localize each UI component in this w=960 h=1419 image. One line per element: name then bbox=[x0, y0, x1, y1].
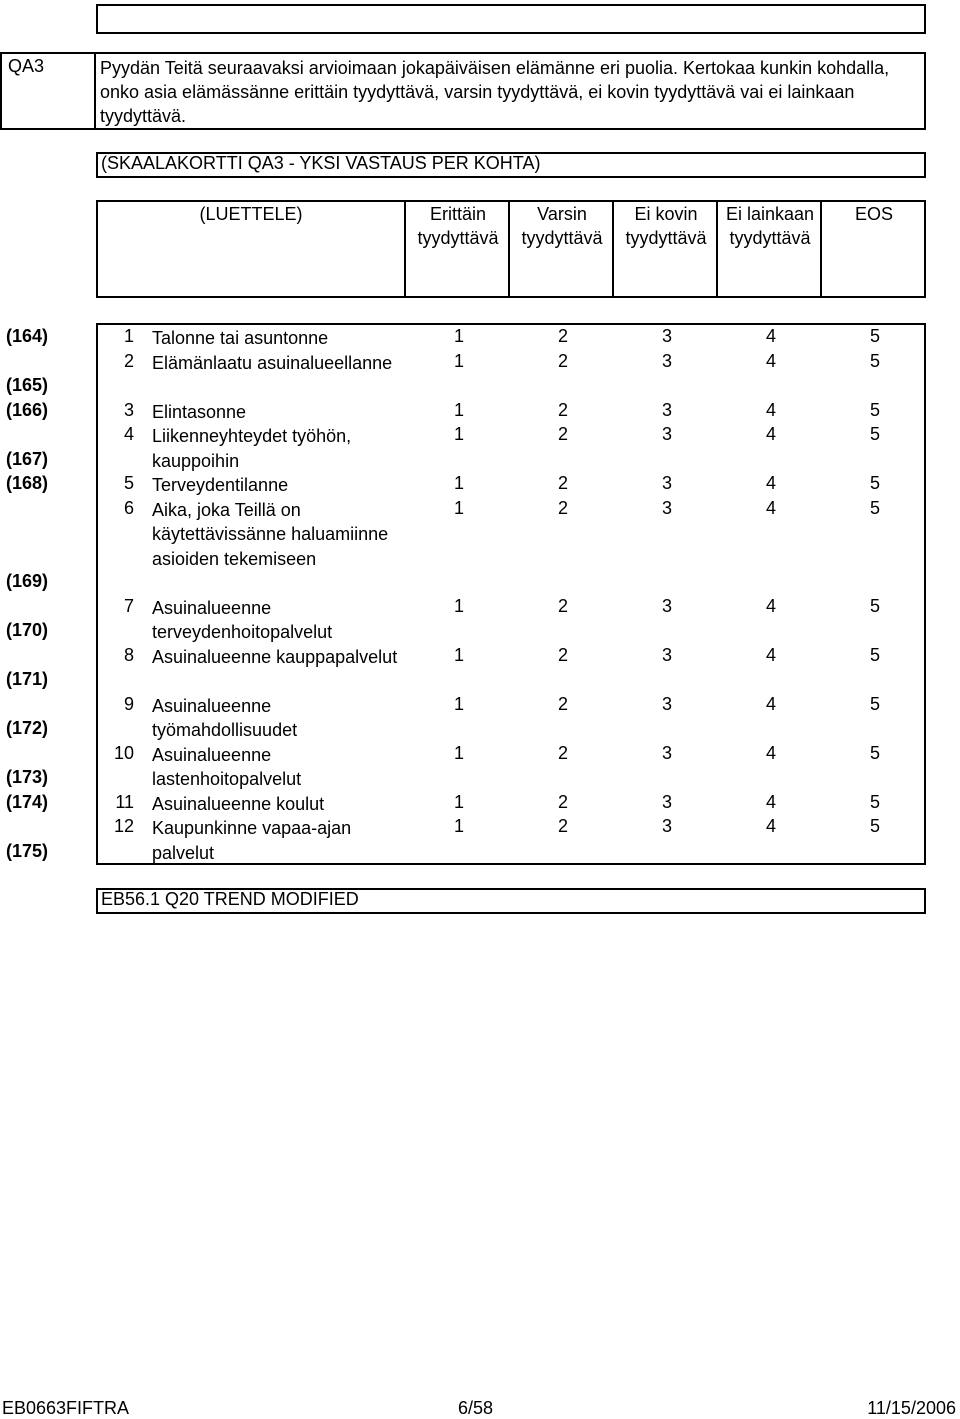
answer-option-5[interactable]: 5 bbox=[869, 326, 880, 346]
row-code: (170) bbox=[6, 620, 49, 640]
row-item-label: Kaupunkinne vapaa-ajan palvelut bbox=[152, 818, 352, 863]
row-item-label: Asuinalueenne lastenhoitopalvelut bbox=[152, 744, 302, 789]
row-code: (171) bbox=[6, 669, 49, 689]
top-empty-box bbox=[96, 4, 926, 34]
row-code: (169) bbox=[6, 571, 49, 591]
footer-date: 11/15/2006 bbox=[867, 1398, 956, 1418]
answer-option-3[interactable]: 3 bbox=[661, 595, 672, 616]
answer-option-4[interactable]: 4 bbox=[765, 595, 776, 616]
answer-option-1[interactable]: 1 bbox=[453, 326, 464, 346]
answer-option-2[interactable]: 2 bbox=[557, 742, 568, 763]
row-code: (164) bbox=[6, 326, 49, 346]
answer-option-2[interactable]: 2 bbox=[557, 497, 568, 518]
header-col5: EOS bbox=[854, 204, 893, 224]
row-code: (168) bbox=[6, 473, 49, 493]
row-code: (166) bbox=[6, 399, 49, 420]
answer-option-4[interactable]: 4 bbox=[765, 693, 776, 714]
answer-option-2[interactable]: 2 bbox=[557, 644, 568, 665]
row-number: 8 bbox=[123, 644, 134, 665]
answer-option-5[interactable]: 5 bbox=[869, 497, 880, 518]
answer-option-4[interactable]: 4 bbox=[765, 497, 776, 518]
answer-option-2[interactable]: 2 bbox=[557, 399, 568, 420]
answer-option-4[interactable]: 4 bbox=[765, 424, 776, 444]
answer-option-4[interactable]: 4 bbox=[765, 816, 776, 836]
answer-option-3[interactable]: 3 bbox=[661, 644, 672, 665]
header-list: (LUETTELE) bbox=[199, 204, 303, 224]
answer-option-5[interactable]: 5 bbox=[869, 595, 880, 616]
header-col3: Ei kovin tyydyttävä bbox=[625, 204, 707, 248]
table-top-border bbox=[96, 323, 926, 325]
answer-option-4[interactable]: 4 bbox=[765, 399, 776, 420]
trend-note: EB56.1 Q20 TREND MODIFIED bbox=[101, 889, 359, 909]
row-number: 9 bbox=[123, 693, 134, 714]
answer-option-1[interactable]: 1 bbox=[453, 816, 464, 836]
row-item-label: Terveydentilanne bbox=[152, 475, 289, 495]
question-text: Pyydän Teitä seuraavaksi arvioimaan jokapäiväisen elämänne eri puolia. Kertokaa kunkin kohdalla, onko asia elämässänne erittäin tyydyttävä, varsin tyydyttävä, ei kovin tyydyttävä vai ei lainkaan tyydyttävä. bbox=[100, 58, 890, 126]
answer-option-1[interactable]: 1 bbox=[453, 595, 464, 616]
header-col4: Ei lainkaan tyydyttävä bbox=[725, 204, 815, 248]
row-code: (165) bbox=[6, 375, 49, 395]
row-item-label: Aika, joka Teillä on käytettävissänne haluamiinne asioiden tekemiseen bbox=[152, 499, 389, 569]
row-item-label: Talonne tai asuntonne bbox=[152, 328, 329, 348]
answer-option-1[interactable]: 1 bbox=[453, 791, 464, 812]
answer-option-5[interactable]: 5 bbox=[869, 816, 880, 836]
row-code: (172) bbox=[6, 718, 49, 738]
answer-option-2[interactable]: 2 bbox=[557, 693, 568, 714]
answer-option-5[interactable]: 5 bbox=[869, 791, 880, 812]
row-item-label: Asuinalueenne kauppapalvelut bbox=[152, 646, 398, 667]
answer-option-1[interactable]: 1 bbox=[453, 399, 464, 420]
row-number: 2 bbox=[123, 350, 134, 371]
answer-option-3[interactable]: 3 bbox=[661, 473, 672, 493]
answer-option-3[interactable]: 3 bbox=[661, 693, 672, 714]
row-code: (173) bbox=[6, 767, 49, 787]
answer-option-3[interactable]: 3 bbox=[661, 742, 672, 763]
answer-option-4[interactable]: 4 bbox=[765, 644, 776, 665]
answer-option-1[interactable]: 1 bbox=[453, 473, 464, 493]
answer-option-5[interactable]: 5 bbox=[869, 424, 880, 444]
row-number: 7 bbox=[123, 595, 134, 616]
answer-option-2[interactable]: 2 bbox=[557, 326, 568, 346]
row-code: (175) bbox=[6, 840, 49, 861]
answer-option-5[interactable]: 5 bbox=[869, 644, 880, 665]
row-item-label: Elämänlaatu asuinalueellanne bbox=[152, 352, 393, 373]
answer-option-2[interactable]: 2 bbox=[557, 473, 568, 493]
answer-option-3[interactable]: 3 bbox=[661, 497, 672, 518]
row-number: 4 bbox=[123, 424, 134, 444]
answer-option-3[interactable]: 3 bbox=[661, 816, 672, 836]
answer-option-3[interactable]: 3 bbox=[661, 350, 672, 371]
answer-option-2[interactable]: 2 bbox=[557, 595, 568, 616]
row-item-label: Asuinalueenne työmahdollisuudet bbox=[152, 695, 298, 740]
row-number: 5 bbox=[123, 473, 134, 493]
answer-option-1[interactable]: 1 bbox=[453, 742, 464, 763]
row-number: 6 bbox=[123, 497, 134, 518]
answer-option-5[interactable]: 5 bbox=[869, 399, 880, 420]
answer-option-2[interactable]: 2 bbox=[557, 424, 568, 444]
answer-option-5[interactable]: 5 bbox=[869, 350, 880, 371]
answer-option-1[interactable]: 1 bbox=[453, 350, 464, 371]
header-col1: Erittäin tyydyttävä bbox=[417, 204, 499, 248]
answer-option-2[interactable]: 2 bbox=[557, 791, 568, 812]
footer-doc-id: EB0663FIFTRA bbox=[2, 1398, 130, 1418]
answer-option-5[interactable]: 5 bbox=[869, 693, 880, 714]
row-item-label: Liikenneyhteydet työhön, kauppoihin bbox=[152, 426, 352, 471]
answer-option-4[interactable]: 4 bbox=[765, 350, 776, 371]
table-right-border bbox=[924, 323, 926, 863]
header-col2: Varsin tyydyttävä bbox=[521, 204, 603, 248]
answer-option-4[interactable]: 4 bbox=[765, 473, 776, 493]
answer-option-1[interactable]: 1 bbox=[453, 424, 464, 444]
row-code: (174) bbox=[6, 791, 49, 812]
answer-option-3[interactable]: 3 bbox=[661, 399, 672, 420]
footer-page: 6/58 bbox=[458, 1398, 494, 1418]
answer-option-3[interactable]: 3 bbox=[661, 791, 672, 812]
answer-option-2[interactable]: 2 bbox=[557, 816, 568, 836]
answer-option-2[interactable]: 2 bbox=[557, 350, 568, 371]
row-number: 1 bbox=[123, 326, 134, 346]
answer-option-1[interactable]: 1 bbox=[453, 693, 464, 714]
answer-option-4[interactable]: 4 bbox=[765, 326, 776, 346]
row-number: 12 bbox=[113, 816, 134, 836]
answer-option-3[interactable]: 3 bbox=[661, 424, 672, 444]
row-item-label: Asuinalueenne terveydenhoitopalvelut bbox=[152, 597, 333, 642]
answer-option-1[interactable]: 1 bbox=[453, 497, 464, 518]
answer-option-5[interactable]: 5 bbox=[869, 742, 880, 763]
row-number: 10 bbox=[113, 742, 134, 763]
row-code: (167) bbox=[6, 448, 49, 469]
answer-option-4[interactable]: 4 bbox=[765, 742, 776, 763]
answer-option-5[interactable]: 5 bbox=[869, 473, 880, 493]
row-item-label: Asuinalueenne koulut bbox=[152, 793, 325, 814]
question-id: QA3 bbox=[8, 56, 45, 76]
row-number: 3 bbox=[123, 399, 134, 420]
scale-card-instruction: (SKAALAKORTTI QA3 - YKSI VASTAUS PER KOHTA) bbox=[101, 153, 541, 173]
row-number: 11 bbox=[115, 791, 134, 812]
row-item-label: Elintasonne bbox=[152, 401, 247, 422]
answer-option-4[interactable]: 4 bbox=[765, 791, 776, 812]
answer-option-3[interactable]: 3 bbox=[661, 326, 672, 346]
answer-option-1[interactable]: 1 bbox=[453, 644, 464, 665]
